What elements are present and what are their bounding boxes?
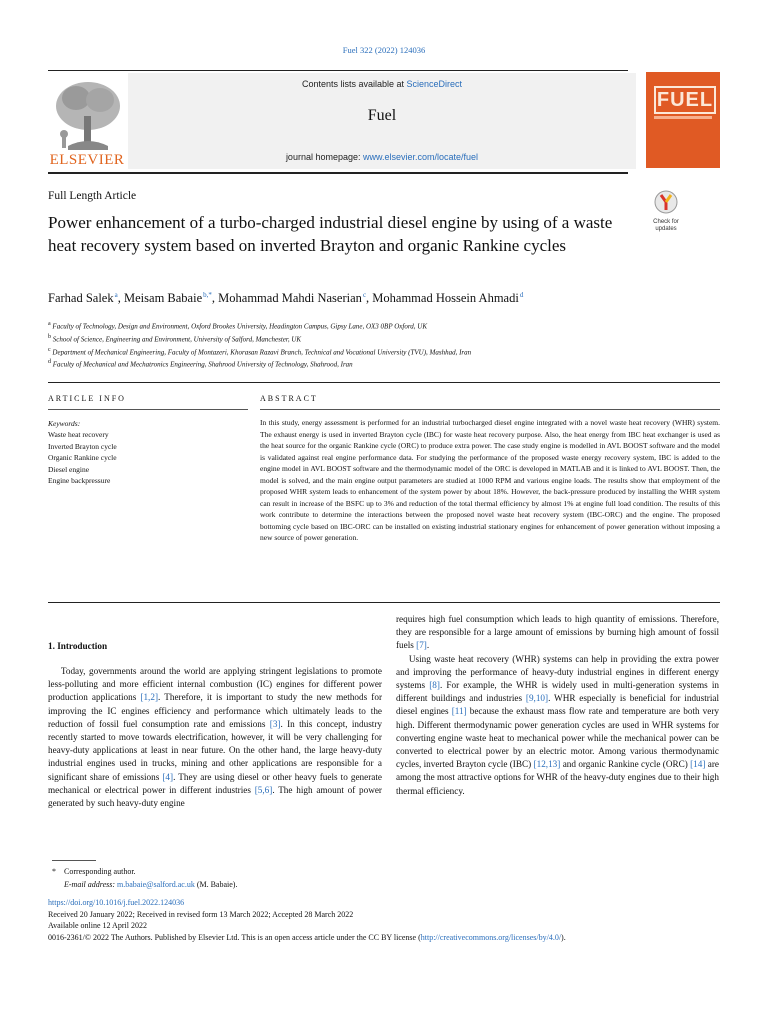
article-title: Power enhancement of a turbo-charged industrial diesel engine by using of a waste heat recovery system based on inverted Brayton and organic Rankine cycles <box>48 213 613 255</box>
affiliations <box>48 319 471 370</box>
email-link[interactable]: m.babaie@salford.ac.uk <box>117 880 195 889</box>
citation-reference-link[interactable]: [5,6] <box>254 784 273 795</box>
body-text: and organic Rankine cycle (ORC) <box>560 759 691 770</box>
body-text: requires high fuel consumption which leads to high quantity of emissions. Therefore, they are responsible for a large amount of emissions by burning high amount of fossil fuels <box>396 614 719 651</box>
abstract-heading: ABSTRACT <box>260 394 318 403</box>
copyright-line <box>48 932 566 944</box>
keyword-item: Engine backpressure <box>48 476 111 486</box>
contents-prefix: Contents lists available at <box>301 79 407 89</box>
footnotes <box>52 865 237 891</box>
masthead-bottom-rule <box>48 172 628 174</box>
keywords-label: Keywords: <box>48 419 81 428</box>
keyword-item: Organic Rankine cycle <box>48 453 117 463</box>
homepage-link[interactable]: www.elsevier.com/locate/fuel <box>363 152 479 162</box>
elsevier-tree-icon <box>48 76 126 152</box>
body-column-right <box>396 613 719 798</box>
body-column-left <box>48 665 382 810</box>
author-name[interactable]: Farhad Salek <box>48 291 114 306</box>
abstract-text: In this study, energy assessment is performed for an industrial turbocharged diesel engine integrated with a novel waste heat recovery (WHR) system. The exhaust energy is used in inverted Brayton cycle (IBC) for waste heat recovery purpose. Also, the heat energy from IBC heat exchanger is used as the heat source for the organic Rankine cycle (ORC) to produce extra power. The case study engine is modelled in AVL BOOST software and the model is validated against real engine performance data. For studying the performance of the proposed waste energy recovery system, IBC is added to the engine model in AVL BOOST software and the thermodynamic model of the ORC is developed in MATLAB and it is linked to AVL BOOST. Then, the model is solved, and the main engine output parameters are studied at 1000 RPM and various engine loads. The results show that employment of the proposed WHR system leads to enhancement of the system power by about 18%. However, the back-pressure produced by installing the WHR system can result in increase of the BSFC up to 3% and reduction of the total thermal efficiency by almost 1% at engine full load condition. The results of this work contribute to determine the interactions between the proposed novel waste heat recovery system (IBC-ORC) and the engine. The proposed bottoming cycle based on IBC-ORC can be installed on existing industrial stationary engines for enhancement of power generation without imposing a new source of power generation. <box>260 418 720 543</box>
affiliation-text: Faculty of Technology, Design and Environment, Oxford Brookes University, Headington Campus, Gipsy Lane, OX3 0BP Oxford, UK <box>52 322 428 331</box>
keyword-item: Diesel engine <box>48 464 90 474</box>
masthead-top-rule <box>48 70 628 71</box>
author-list: Farhad Salek $^a$, Meisam Babaie $^{b,*}$, Mohammad Mahdi Naserian $^c$, Mohammad Hossein Ahmadi $^d$ <box>48 291 524 306</box>
section-heading-introduction: 1. Introduction <box>48 641 108 651</box>
body-text: . In this concept, industry recently started to move towards electrification, however, it will be very challenging for heavy-duty applications at least in near future. On the other hand, the large heavy-duty industrial engines used in trucks, mining and other applications are responsible for a significant share of emissions <box>48 718 382 782</box>
citation-reference-link[interactable]: [1,2] <box>140 692 159 703</box>
body-text: are among the most attractive options for WHR of the heavy-duty engines due to their high thermal efficiency. <box>396 759 720 796</box>
body-paragraph <box>396 613 719 653</box>
copyright-suffix: ). <box>561 932 566 942</box>
affiliation-sup: c <box>48 346 51 353</box>
copyright-text: 0016-2361/© 2022 The Authors. Published by Elsevier Ltd. This is an open access article under the CC BY license ( <box>48 932 421 942</box>
body-text: . They are using diesel or other heavy fuels to generate mechanical or electrical power in different industries <box>48 771 382 795</box>
citation-reference-link[interactable]: [8] <box>429 680 440 691</box>
cover-subtitle-bar <box>654 116 712 119</box>
available-online: Available online 12 April 2022 <box>48 921 147 930</box>
citation-reference-link[interactable]: [9,10] <box>525 693 549 704</box>
citation-reference-link[interactable]: [14] <box>690 759 706 770</box>
affiliation-sup: d <box>48 359 51 366</box>
article-info-heading: ARTICLE INFO <box>48 394 126 403</box>
author-affil-sup[interactable]: c <box>362 291 367 299</box>
journal-name: Fuel <box>367 107 397 124</box>
citation-reference-link[interactable]: [11] <box>451 706 467 717</box>
cover-title: FUEL <box>654 86 716 114</box>
citation-reference-link[interactable]: [12,13] <box>533 759 561 770</box>
check-for-updates-badge[interactable] <box>648 190 684 230</box>
corresponding-text: Corresponding author. <box>64 867 136 876</box>
email-label: E-mail address: <box>64 880 118 889</box>
author-name[interactable]: Meisam Babaie <box>124 291 203 306</box>
affiliation-sup: b <box>48 333 51 340</box>
body-text: . <box>426 640 430 651</box>
abstract-sub-rule <box>260 409 720 410</box>
affiliation-text: Faculty of Mechanical and Mechatronics Engineering, Shahrood University of Technology, Shahrood, Iran <box>52 360 353 369</box>
elsevier-logo <box>48 76 126 168</box>
homepage-prefix: journal homepage: <box>285 152 363 162</box>
body-text: . WHR especially is beneficial for industrial diesel engines <box>396 693 719 717</box>
asterisk-mark: * <box>52 867 56 876</box>
license-link[interactable]: http://creativecommons.org/licenses/by/4.0/ <box>420 932 562 942</box>
publication-info <box>48 897 566 943</box>
body-text: . For example, the WHR is widely used in multi-generation systems in different buildings and industries <box>396 680 719 704</box>
keywords-block <box>48 418 117 486</box>
body-text: . The high amount of power generated by such heavy-duty engine <box>48 784 382 809</box>
affiliation-item <box>48 357 471 370</box>
footnote-rule <box>52 860 96 861</box>
affiliation-item <box>48 319 471 332</box>
body-text: . Therefore, it is important to study the new methods for improving the IC engines efficiency and performance which ultimately leads to the reduction of fossil fuel consumption rate and emissions <box>48 692 383 729</box>
body-text: Today, governments around the world are applying stringent legislations to promote less-polluting and more efficient internal combustion (IC) engines for different power production applications <box>48 666 382 703</box>
affiliation-sup: a <box>48 321 51 327</box>
author-affil-sup[interactable]: a <box>114 291 118 299</box>
author-name[interactable]: Mohammad Hossein Ahmadi <box>372 291 519 306</box>
journal-homepage-line <box>128 152 636 162</box>
affiliation-item <box>48 332 471 345</box>
journal-cover-image[interactable] <box>646 72 720 168</box>
elsevier-wordmark: ELSEVIER <box>49 152 125 168</box>
keyword-item: Inverted Brayton cycle <box>48 441 117 451</box>
article-type: Full Length Article <box>48 190 137 202</box>
info-sub-rule <box>48 409 248 410</box>
abstract-bottom-rule <box>48 602 720 603</box>
info-top-rule <box>48 382 720 383</box>
author-affil-sup[interactable]: b,* <box>203 291 212 299</box>
author-name[interactable]: Mohammad Mahdi Naserian <box>218 291 362 306</box>
email-note <box>52 878 237 891</box>
keyword-item: Waste heat recovery <box>48 430 109 440</box>
body-text: because the exhaust mass flow rate and temperature are both very high. Different thermodynamic power generation cycles are used in WHR systems for converting engine waste heat to mechanical power while the mechanical power can be converted to electrical power by an electric motor. Among various thermodynamic cycles, inverted Brayton cycle (IBC) <box>396 706 720 770</box>
body-text: Using waste heat recovery (WHR) systems can help in providing the extra power and improving the performance of heavy-duty industrial engines in different energy systems <box>396 653 719 691</box>
body-paragraph <box>396 653 719 798</box>
check-updates-icon <box>654 190 678 214</box>
contents-lists-line <box>128 79 636 89</box>
author-affil-sup[interactable]: d <box>519 291 524 299</box>
sciencedirect-link[interactable]: ScienceDirect <box>406 79 463 89</box>
affiliation-text: Department of Mechanical Engineering, Faculty of Montazeri, Khorasan Razavi Branch, Technical and Vocational University (TVU), Mashhad, Iran <box>52 347 472 356</box>
doi-link[interactable]: https://doi.org/10.1016/j.fuel.2022.124036 <box>48 898 185 907</box>
citation-reference-link[interactable]: [7] <box>416 640 427 651</box>
affiliation-item <box>48 345 471 358</box>
citation-reference-link[interactable]: [4] <box>162 771 174 782</box>
check-updates-label: Check for updates <box>653 219 679 232</box>
corresponding-author-note <box>52 865 237 878</box>
journal-masthead <box>128 73 636 169</box>
email-owner: (M. Babaie). <box>194 880 238 889</box>
journal-citation[interactable]: Fuel 322 (2022) 124036 <box>342 45 426 55</box>
received-dates: Received 20 January 2022; Received in revised form 13 March 2022; Accepted 28 March 2022 <box>48 909 354 919</box>
body-paragraph <box>48 665 382 810</box>
affiliation-text: School of Science, Engineering and Environment, University of Salford, Manchester, UK <box>52 335 302 344</box>
citation-reference-link[interactable]: [3] <box>269 718 281 729</box>
